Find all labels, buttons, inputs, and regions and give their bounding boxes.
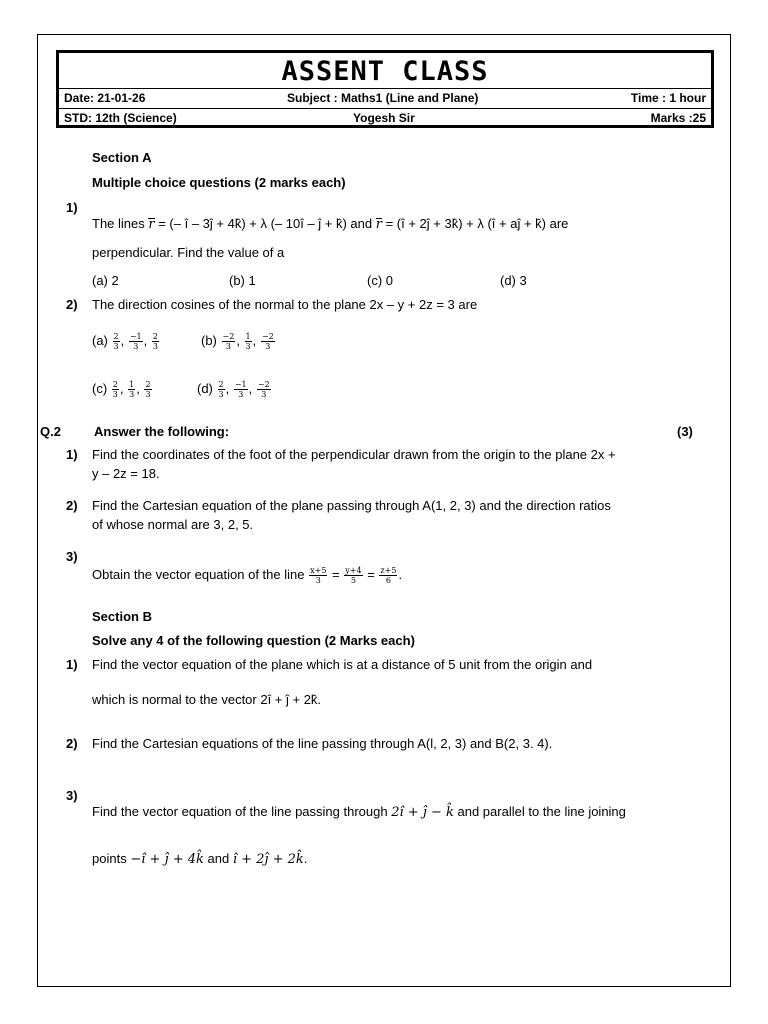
question-text: perpendicular. Find the value of a <box>92 245 285 260</box>
header-row-1 <box>59 88 711 108</box>
header-row-2 <box>59 108 711 128</box>
question-number: 3) <box>66 788 78 803</box>
question-text: which is normal to the vector 2î + ĵ + 2k̂. <box>92 692 322 707</box>
math-expression: î + 2ĵ + 2k̂ <box>232 852 304 867</box>
vector-r: r <box>148 217 155 232</box>
question-block-label: Q.2 <box>40 424 61 439</box>
question-text: Find the coordinates of the foot of the perpendicular drawn from the origin to the plane 2x + <box>92 447 616 462</box>
question-text: points −î + ĵ + 4k̂ and î + 2ĵ + 2k̂. <box>92 851 308 867</box>
fraction: $\frac{1}{3}$ <box>129 380 135 399</box>
fraction: $\frac{2}{3}$ <box>152 332 158 351</box>
exam-teacher: Yogesh Sir <box>353 111 415 125</box>
option-b: (b) $\frac{-2}{3}$ , $\frac{1}{3}$ , $\frac{-2}{3}$ <box>201 332 274 351</box>
fraction: $\frac{z+5}{6}$ <box>380 566 397 585</box>
fraction: $\frac{-1}{3}$ <box>129 332 142 351</box>
fraction: $\frac{-2}{3}$ <box>222 332 235 351</box>
question-text: Find the vector equation of the line passing through 2î + ĵ − k̂ and parallel to the line joining <box>92 804 626 820</box>
fraction: $\frac{-2}{3}$ <box>261 332 274 351</box>
question-number: 2) <box>66 736 78 751</box>
math-expression: −î + ĵ + 4k̂ <box>130 852 204 867</box>
exam-date: Date: 21-01-26 <box>64 91 146 105</box>
question-text: Find the vector equation of the plane which is at a distance of 5 unit from the origin and <box>92 657 593 672</box>
question-number: 2) <box>66 297 78 312</box>
question-number: 2) <box>66 498 78 513</box>
fraction: $\frac{x+5}{3}$ <box>310 566 327 585</box>
question-text: Obtain the vector equation of the line $\frac{x+5}{3}$ = $\frac{y+4}{5}$ = $\frac{z+5}{6}$ . <box>92 566 403 585</box>
question-text: Find the Cartesian equations of the line passing through A(l, 2, 3) and B(2, 3. 4). <box>92 736 553 751</box>
fraction: $\frac{2}{3}$ <box>113 332 119 351</box>
institute-title: ASSENT CLASS <box>281 56 489 87</box>
section-a-title: Section A <box>92 150 152 165</box>
exam-time: Time : 1 hour <box>630 91 706 105</box>
question-block-marks: (3) <box>677 424 693 439</box>
option-a: (a) 2 <box>92 273 119 288</box>
fraction: $\frac{2}{3}$ <box>218 380 224 399</box>
option-c: (c) 0 <box>367 273 393 288</box>
question-number: 1) <box>66 200 78 215</box>
exam-subject: Subject : Maths1 (Line and Plane) <box>287 91 479 105</box>
question-number: 1) <box>66 657 78 672</box>
fraction: $\frac{1}{3}$ <box>245 332 251 351</box>
fraction: $\frac{2}{3}$ <box>112 380 118 399</box>
question-text: The lines r = (– î – 3ĵ + 4k̂) + λ (– 10î – ĵ + k̂) and r = (î + 2ĵ + 3k̂) + λ (î + aĵ + k̂) are <box>92 216 569 232</box>
option-d: (d) $\frac{2}{3}$ , $\frac{-1}{3}$ , $\frac{-2}{3}$ <box>197 380 270 399</box>
section-b-instruction: Solve any 4 of the following question (2 Marks each) <box>92 633 415 648</box>
fraction: $\frac{y+4}{5}$ <box>345 566 362 585</box>
question-text: y – 2z = 18. <box>92 466 160 481</box>
question-block-title: Answer the following: <box>94 424 230 439</box>
vector-r: r <box>375 217 382 232</box>
option-a: (a) $\frac{2}{3}$ , $\frac{-1}{3}$ , $\frac{2}{3}$ <box>92 332 158 351</box>
math-expression: 2î + ĵ − k̂ <box>391 805 454 820</box>
exam-marks: Marks :25 <box>650 111 706 125</box>
fraction: $\frac{-2}{3}$ <box>257 380 270 399</box>
section-b-title: Section B <box>92 609 152 624</box>
question-number: 3) <box>66 549 78 564</box>
fraction: $\frac{-1}{3}$ <box>234 380 247 399</box>
question-text: Find the Cartesian equation of the plane passing through A(1, 2, 3) and the direction ratios <box>92 498 611 513</box>
question-text: of whose normal are 3, 2, 5. <box>92 517 254 532</box>
exam-header <box>56 50 714 128</box>
option-b: (b) 1 <box>229 273 256 288</box>
option-c: (c) $\frac{2}{3}$ , $\frac{1}{3}$ , $\frac{2}{3}$ <box>92 380 151 399</box>
option-d: (d) 3 <box>500 273 527 288</box>
question-number: 1) <box>66 447 78 462</box>
fraction: $\frac{2}{3}$ <box>145 380 151 399</box>
question-text: The direction cosines of the normal to the plane 2x – y + 2z = 3 are <box>92 297 478 312</box>
section-a-instruction: Multiple choice questions (2 marks each) <box>92 175 346 190</box>
exam-std: STD: 12th (Science) <box>64 111 177 125</box>
